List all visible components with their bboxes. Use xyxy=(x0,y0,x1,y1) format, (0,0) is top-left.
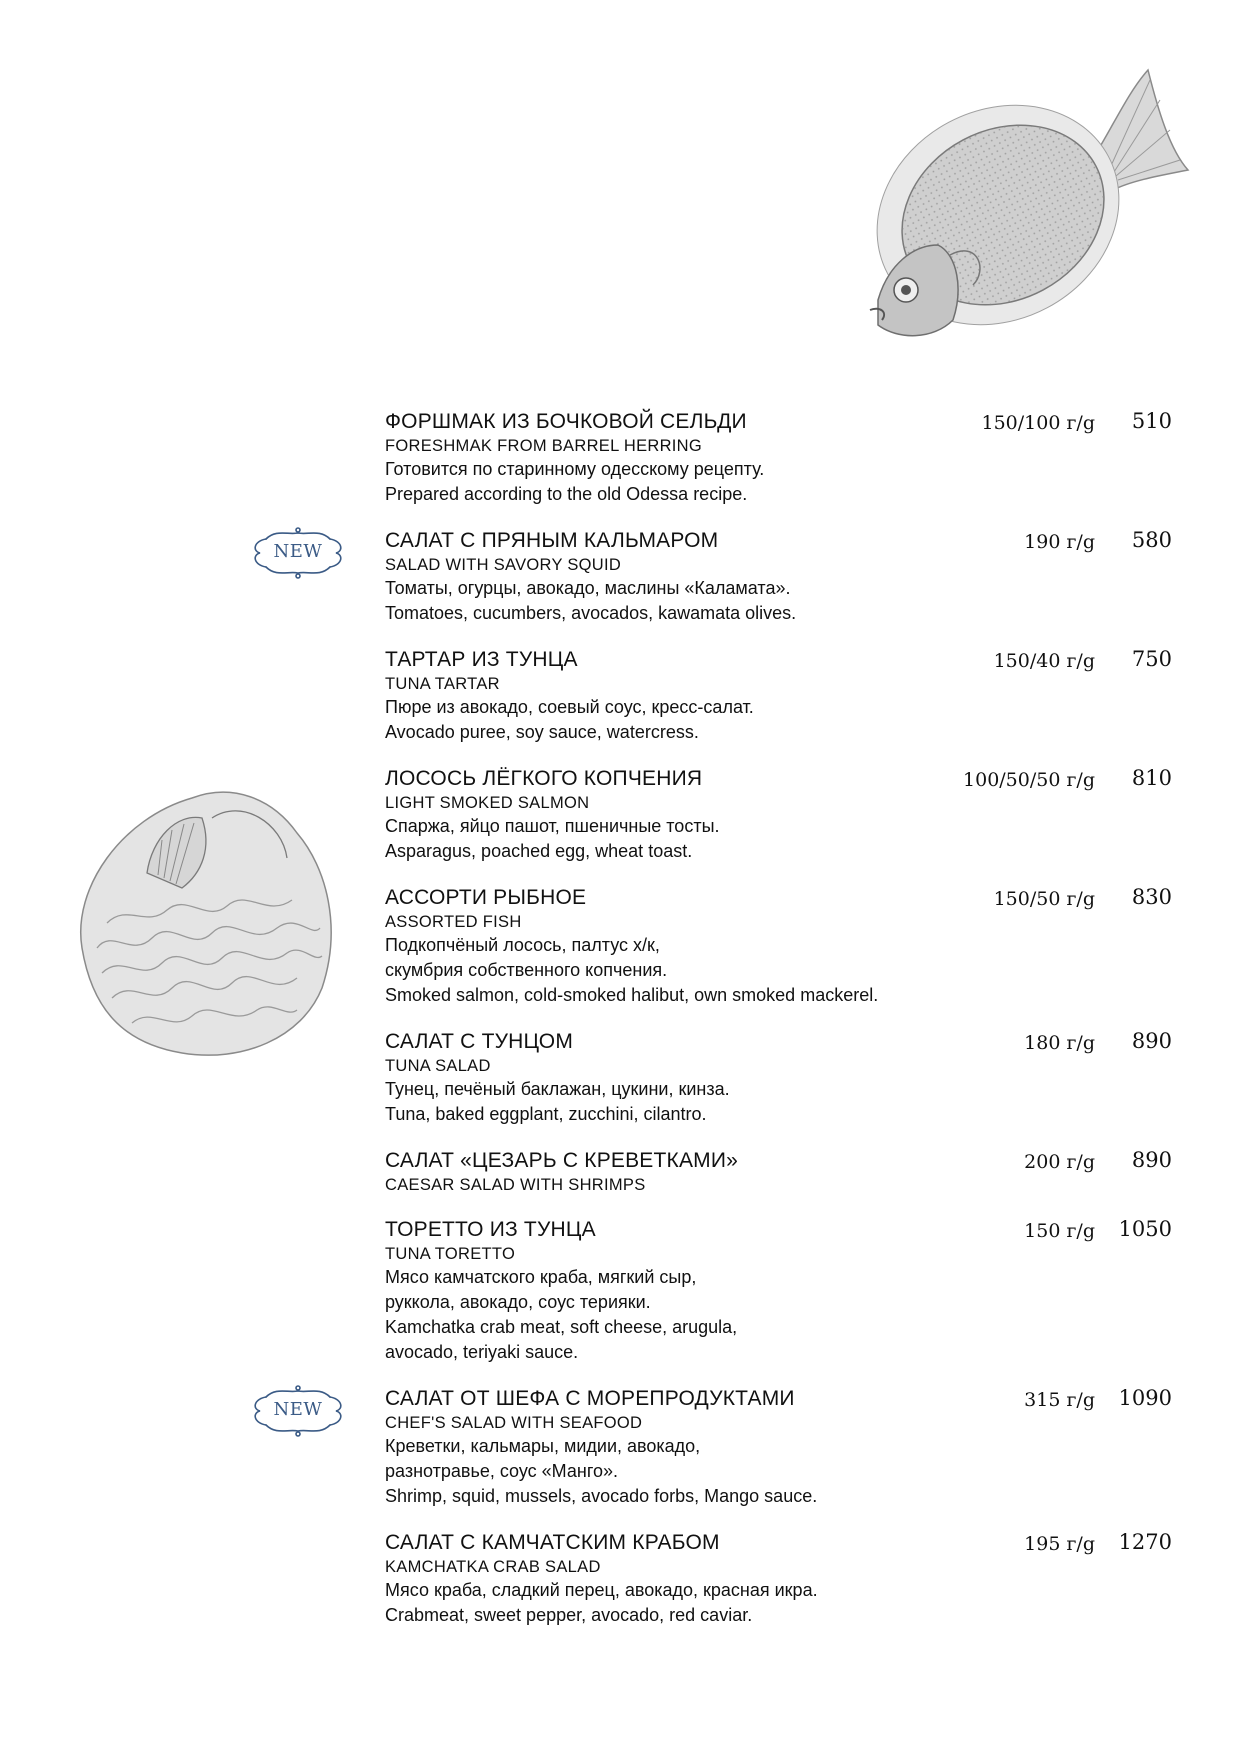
dish-description-line: Пюре из авокадо, соевый соус, кресс-салат. xyxy=(385,697,754,717)
dish-weight: 150/40 г/g xyxy=(993,650,1095,672)
dish-name-en: SALAD WITH SAVORY SQUID xyxy=(385,556,622,574)
dish-name-ru: САЛАТ С ТУНЦОМ xyxy=(385,1030,574,1053)
dish-price: 830 xyxy=(1131,885,1172,909)
dish-description-line: Prepared according to the old Odessa recipe. xyxy=(385,484,748,504)
dish-description-line: Shrimp, squid, mussels, avocado forbs, Mango sauce. xyxy=(385,1486,818,1506)
dish-description-line: Smoked salmon, cold-smoked halibut, own smoked mackerel. xyxy=(385,985,879,1005)
dish-description-line: avocado, teriyaki sauce. xyxy=(385,1342,579,1362)
dish-price: 750 xyxy=(1131,647,1172,671)
dish-description-line: Tuna, baked eggplant, zucchini, cilantro. xyxy=(385,1104,707,1124)
menu-item xyxy=(0,1529,1240,1628)
menu-item xyxy=(0,884,1240,1008)
new-badge xyxy=(246,1383,350,1439)
dish-weight: 315 г/g xyxy=(1024,1389,1095,1411)
dish-description-line: Спаржа, яйцо пашот, пшеничные тосты. xyxy=(385,816,720,836)
dish-weight: 100/50/50 г/g xyxy=(963,769,1095,791)
dish-weight: 195 г/g xyxy=(1024,1533,1095,1555)
dish-name-ru: ФОРШМАК ИЗ БОЧКОВОЙ СЕЛЬДИ xyxy=(385,410,747,433)
dish-name-en: KAMCHATKA CRAB SALAD xyxy=(385,1558,601,1576)
dish-price: 510 xyxy=(1131,409,1172,433)
dish-price: 1270 xyxy=(1118,1530,1172,1554)
dish-description-line: Тунец, печёный баклажан, цукини, кинза. xyxy=(385,1079,730,1099)
dish-weight: 150/100 г/g xyxy=(981,412,1095,434)
menu-item xyxy=(0,1385,1240,1509)
menu-item xyxy=(0,527,1240,626)
dish-name-ru: ТОРЕТТО ИЗ ТУНЦА xyxy=(385,1218,596,1241)
dish-name-ru: САЛАТ С ПРЯНЫМ КАЛЬМАРОМ xyxy=(385,529,719,552)
dish-description-line: руккола, авокадо, соус терияки. xyxy=(385,1292,651,1312)
dish-weight: 150 г/g xyxy=(1024,1220,1095,1242)
dish-description-line: Готовится по старинному одесскому рецепту. xyxy=(385,459,765,479)
flounder-illustration xyxy=(858,40,1198,380)
dish-description-line: Мясо краба, сладкий перец, авокадо, красная икра. xyxy=(385,1580,818,1600)
dish-name-en: LIGHT SMOKED SALMON xyxy=(385,794,590,812)
dish-description-line: Kamchatka crab meat, soft cheese, arugula, xyxy=(385,1317,738,1337)
dish-description-line: разнотравье, соус «Манго». xyxy=(385,1461,619,1481)
dish-description-line: Подкопчёный лосось, палтус х/к, xyxy=(385,935,660,955)
menu-item xyxy=(0,1028,1240,1127)
dish-name-en: TUNA TORETTO xyxy=(385,1245,516,1263)
dish-weight: 180 г/g xyxy=(1024,1032,1095,1054)
menu-item xyxy=(0,1216,1240,1365)
dish-price: 1050 xyxy=(1118,1217,1172,1241)
dish-name-ru: САЛАТ «ЦЕЗАРЬ С КРЕВЕТКАМИ» xyxy=(385,1149,739,1172)
dish-price: 890 xyxy=(1131,1148,1172,1172)
dish-description-line: Asparagus, poached egg, wheat toast. xyxy=(385,841,693,861)
dish-description-line: скумбрия собственного копчения. xyxy=(385,960,668,980)
menu-item xyxy=(0,646,1240,745)
dish-description-line: Crabmeat, sweet pepper, avocado, red caviar. xyxy=(385,1605,753,1625)
dish-name-en: CAESAR SALAD WITH SHRIMPS xyxy=(385,1176,646,1194)
new-badge-label: NEW xyxy=(273,1399,323,1420)
dish-description-line: Мясо камчатского краба, мягкий сыр, xyxy=(385,1267,697,1287)
menu-item xyxy=(0,765,1240,864)
dish-description-line: Tomatoes, cucumbers, avocados, kawamata olives. xyxy=(385,603,797,623)
new-badge xyxy=(246,525,350,581)
new-badge-label: NEW xyxy=(273,541,323,562)
dish-description-line: Креветки, кальмары, мидии, авокадо, xyxy=(385,1436,701,1456)
menu-item xyxy=(0,1147,1240,1196)
dish-price: 580 xyxy=(1131,528,1172,552)
dish-price: 1090 xyxy=(1118,1386,1172,1410)
dish-weight: 200 г/g xyxy=(1024,1151,1095,1173)
dish-description-line: Avocado puree, soy sauce, watercress. xyxy=(385,722,699,742)
dish-price: 890 xyxy=(1131,1029,1172,1053)
dish-weight: 150/50 г/g xyxy=(993,888,1095,910)
menu-item xyxy=(0,408,1240,507)
dish-name-ru: САЛАТ С КАМЧАТСКИМ КРАБОМ xyxy=(385,1531,720,1554)
dish-name-en: CHEF'S SALAD WITH SEAFOOD xyxy=(385,1414,643,1432)
menu-list xyxy=(0,408,1240,1648)
dish-price: 810 xyxy=(1131,766,1172,790)
dish-name-en: ASSORTED FISH xyxy=(385,913,522,931)
dish-weight: 190 г/g xyxy=(1024,531,1095,553)
dish-name-en: FORESHMAK FROM BARREL HERRING xyxy=(385,437,703,455)
dish-name-en: TUNA TARTAR xyxy=(385,675,500,693)
dish-name-ru: САЛАТ ОТ ШЕФА С МОРЕПРОДУКТАМИ xyxy=(385,1387,795,1410)
dish-name-en: TUNA SALAD xyxy=(385,1057,491,1075)
dish-name-ru: ТАРТАР ИЗ ТУНЦА xyxy=(385,648,578,671)
dish-description-line: Томаты, огурцы, авокадо, маслины «Каламата». xyxy=(385,578,791,598)
dish-name-ru: АССОРТИ РЫБНОЕ xyxy=(385,886,587,909)
dish-name-ru: ЛОСОСЬ ЛЁГКОГО КОПЧЕНИЯ xyxy=(385,767,703,790)
